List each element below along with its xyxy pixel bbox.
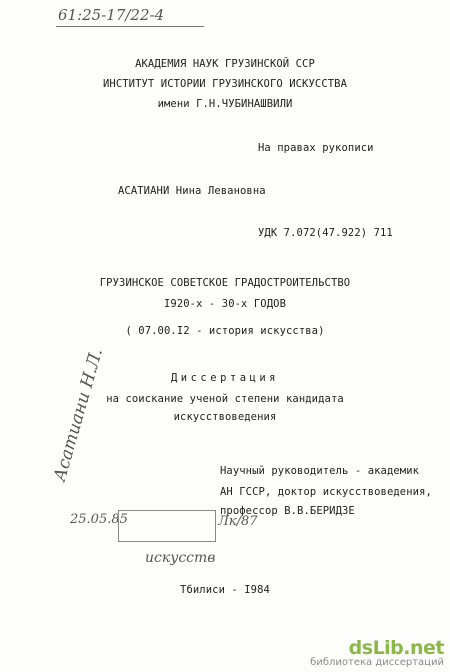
title-line-1: ГРУЗИНСКОЕ СОВЕТСКОЕ ГРАДОСТРОИТЕЛЬСТВО (99, 277, 351, 289)
advisor-line-2: АН ГССР, доктор искусствоведения, (220, 486, 432, 498)
dissertation-field: искусствоведения (173, 411, 277, 423)
author-name: АСАТИАНИ Нина Левановна (118, 185, 266, 197)
header-named-after: имени Г.Н.ЧУБИНАШВИЛИ (157, 98, 293, 110)
watermark (310, 637, 444, 668)
title-line-2: I920-х - 30-х ГОДОВ (163, 298, 286, 310)
dissertation-degree: на соискание ученой степени кандидата (106, 393, 344, 405)
stamp-date-note: 25.05.85 (70, 512, 128, 527)
advisor-line-1: Научный руководитель - академик (220, 465, 420, 477)
archive-number-underline (56, 26, 204, 27)
advisor-line-3: профессор В.В.БЕРИДЗЕ (220, 505, 355, 517)
city-year: Тбилиси - I984 (180, 584, 270, 596)
handwritten-signature: Асатиани Н.Л. (50, 346, 108, 484)
library-stamp (118, 510, 216, 542)
manuscript-note: На правах рукописи (258, 142, 374, 154)
header-academy: АКАДЕМИЯ НАУК ГРУЗИНСКОЙ ССР (135, 58, 315, 70)
udk-code: УДК 7.072(47.922) 711 (258, 227, 393, 239)
title-specialty: ( 07.00.I2 - история искусства) (125, 325, 325, 337)
header-institute: ИНСТИТУТ ИСТОРИИ ГРУЗИНСКОГО ИСКУССТВА (102, 78, 348, 90)
stamp-word-note: искусств (145, 550, 216, 566)
handwritten-archive-number: 61:25-17/22-4 (58, 6, 165, 24)
dissertation-word: Диссертация (170, 372, 280, 384)
watermark-subtitle: библиотека диссертаций (310, 657, 444, 668)
stamp-code-note: Лк/87 (218, 514, 258, 529)
watermark-logo: dsLib.net (348, 637, 444, 659)
